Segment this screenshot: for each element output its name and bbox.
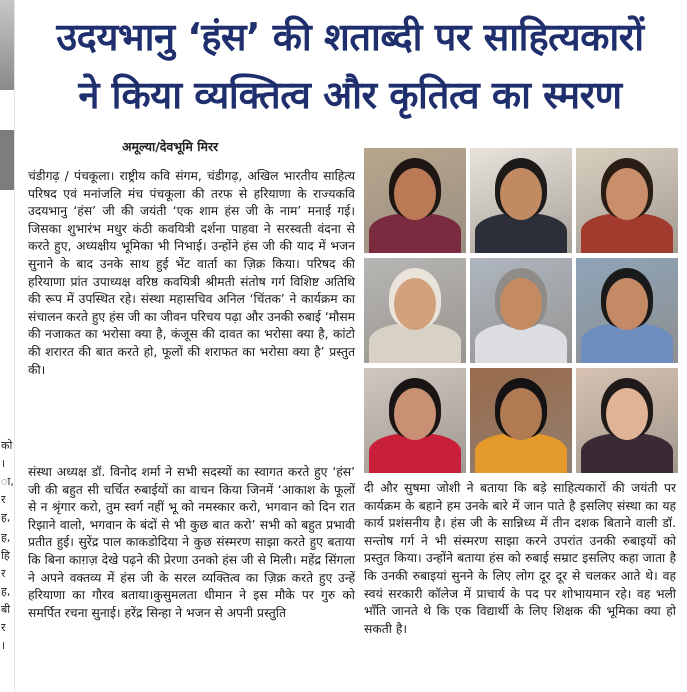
adjacent-photo-fragment-dark (0, 130, 14, 190)
participant-photo (576, 258, 678, 363)
article-column-right (364, 480, 676, 638)
article-paragraph-2: संस्था अध्यक्ष डॉ. विनोद शर्मा ने सभी सदस्यों का स्वागत करते हुए ‘हंस’ जी की बहुत सी चर्चित रुबाईयों का वाचन किया जिनमें ‘आकाश के फूलों से न श्रृंगार करो, तुम स्वर्ग नहीं भू को नमस्कार करो, भगवान को दिन रात रिझाने वालो, भगवान के बंदों से भी कुछ बात करो’ सभी को बहुत प्रभावी प्रतीत हुई। सुरेंद्र पाल काकडोदिया ने कुछ संस्मरण साझा करते हुए बताया कि बिना काग़ज़ देखे पढ़ने की प्रेरणा उनको हंस जी से मिली। महेंद्र सिंगला ने अपने वक्तव्य में हंस जी के सरल व्यक्तित्व का ज़िक्र करते हुए उन्हें हरियाणा का गौरव बताया।कुसुमलता धीमान ने इस मौके पर गुरु को समर्पित रचना सुनाई। हरेंद्र सिन्हा ने भजन से अपनी प्रस्तुति (28, 465, 355, 620)
adjacent-text-fragment: बी (1, 603, 11, 616)
photo-grid (364, 148, 678, 473)
article-column-left-top (28, 168, 355, 379)
article-column-left-bottom (28, 464, 355, 622)
adjacent-photo-fragment (0, 0, 14, 90)
adjacent-text-fragment: र (1, 621, 6, 634)
adjacent-text-fragment: ह, (1, 585, 11, 598)
article-paragraph-1: चंडीगढ़ / पंचकूला। राष्ट्रीय कवि संगम, चंडीगढ़, अखिल भारतीय साहित्य परिषद एवं मनांजलि मंच पंचकूला की तरफ से हरियाणा के राज्यकवि उदयभानु ‘हंस’ जी की जयंती ‘एक शाम हंस जी के नाम’ मनाई गई। जिसका शुभारंभ मधुर कंठी कवयित्री दर्शना पाहवा ने सरस्वती वंदना से करते हुए, अध्यक्षीय भूमिका भी निभाई। उन्होंने हंस जी की याद में भजन सुनाने के बाद उनके साथ हुई भेंट वार्ता का ज़िक्र किया। परिषद की हरियाणा प्रांत उपाध्यक्ष वरिष्ठ कवयित्री श्रीमती संतोष गर्ग विशिष्ट अतिथि की रूप में उपस्थित रहे। संस्था महासचिव अनिल ‘चिंतक’ ने कार्यक्रम का संचालन करते हुए हंस जी का जीवन परिचय पढ़ा और उनकी रुबाई ‘मौसम की नजाकत का भरोसा क्या है, कंजूस की दावत का भरोसा क्या है, कांटो की शरारत की बात करते हो, फूलों की शराफत का भरोसा क्या है’ प्रस्तुत की। (28, 169, 355, 377)
headline-line-1: उदयभानु ‘हंस’ की शताब्दी पर साहित्यकारों (56, 15, 644, 59)
byline: अमूल्या/देवभूमि मिरर (122, 139, 219, 154)
participant-photo (364, 148, 466, 253)
article-paragraph-3: दी और सुषमा जोशी ने बताया कि बड़े साहित्यकारों की जयंती पर कार्यक्रम के बहाने हम उनके बारे में जान पाते है इसलिए संस्था का यह कार्य प्रशंसनीय है। हंस जी के सान्निध्य में तीन दशक बिताने वाली डॉ. सन्तोष गर्ग ने भी संस्मरण साझा करने उपरांत उनकी रुबाइयों को प्रस्तुत किया। उन्होंने बताया हंस को रुबाई सम्राट इसलिए कहा जाता है कि उनकी रुबाइयां सुनने के लिए लोग दूर दूर से चलकर आते थे। वह स्वयं सरकारी कॉलेज में प्राचार्य के पद पर शोभायमान रहे। वह भली भाँति जानते थे कि एक विद्यार्थी के लिए शिक्षक की भूमिका क्या हो सकती है। (364, 481, 676, 636)
adjacent-text-fragment: हि (1, 549, 10, 562)
adjacent-text-fragment: । (1, 639, 6, 652)
headline (16, 8, 684, 124)
headline-line-2: ने किया व्यक्तित्व और कृतित्व का स्मरण (78, 73, 622, 117)
participant-photo (364, 368, 466, 473)
participant-photo (470, 258, 572, 363)
adjacent-text-fragment: ह, (1, 511, 11, 524)
adjacent-text-fragment: र (1, 493, 6, 506)
adjacent-article-strip (0, 0, 15, 692)
adjacent-text-fragment: ह, (1, 531, 11, 544)
participant-photo (576, 148, 678, 253)
participant-photo (364, 258, 466, 363)
participant-photo (470, 368, 572, 473)
adjacent-text-fragment: को (1, 439, 13, 452)
adjacent-text-fragment: ा, (1, 475, 14, 488)
participant-photo (470, 148, 572, 253)
participant-photo (576, 368, 678, 473)
adjacent-text-fragment: । (1, 457, 6, 470)
adjacent-text-fragment: र (1, 567, 6, 580)
